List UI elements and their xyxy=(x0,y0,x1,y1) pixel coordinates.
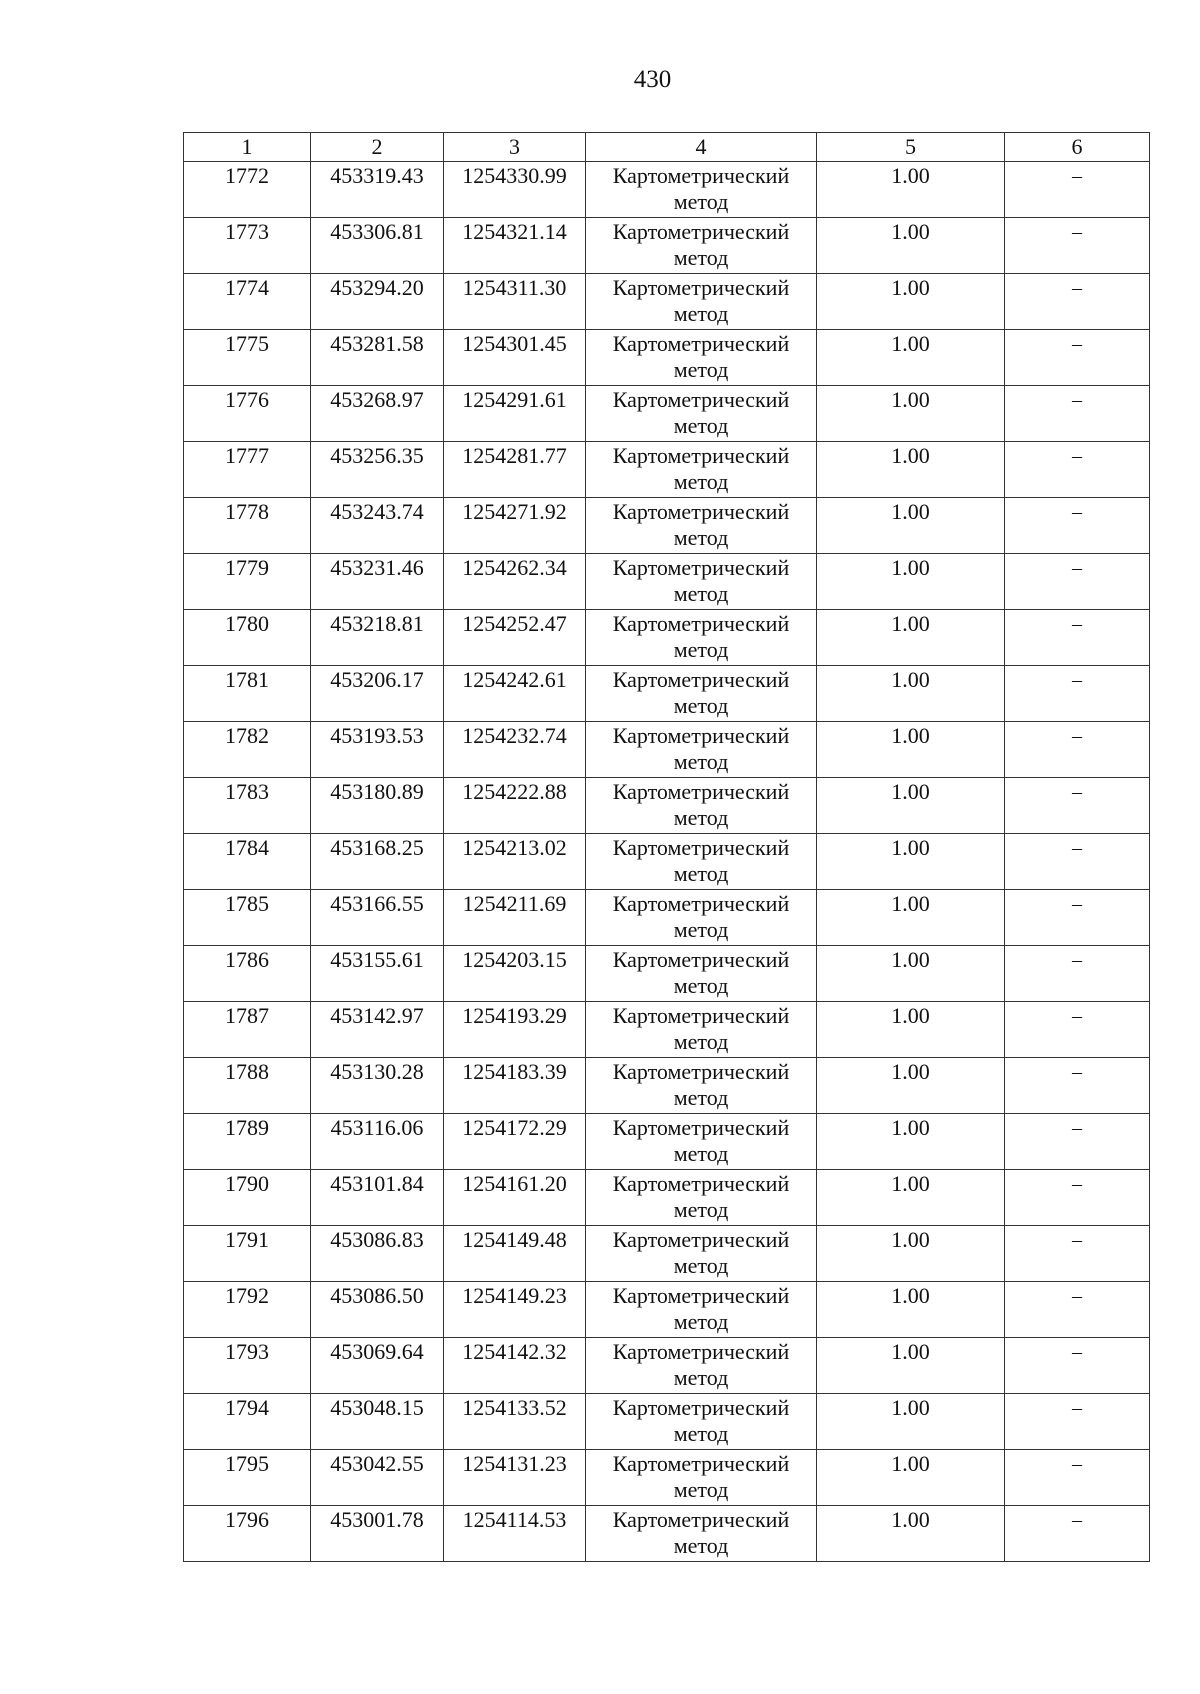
y-coordinate-cell: 1254131.23 xyxy=(444,1450,586,1506)
x-coordinate-cell: 453256.35 xyxy=(311,442,444,498)
method-line-2: метод xyxy=(673,189,729,214)
coordinates-table xyxy=(183,132,1150,1562)
accuracy-cell: 1.00 xyxy=(817,610,1005,666)
note-cell: – xyxy=(1005,554,1150,610)
table-row xyxy=(184,1506,1150,1562)
accuracy-cell: 1.00 xyxy=(817,554,1005,610)
y-coordinate-cell: 1254321.14 xyxy=(444,218,586,274)
accuracy-cell: 1.00 xyxy=(817,1282,1005,1338)
note-cell: – xyxy=(1005,386,1150,442)
point-number-cell: 1786 xyxy=(184,946,311,1002)
table-row xyxy=(184,554,1150,610)
note-cell: – xyxy=(1005,1282,1150,1338)
table-row xyxy=(184,274,1150,330)
method-line-1: Картометрический xyxy=(612,1059,790,1084)
method-line-2: метод xyxy=(673,301,729,326)
y-coordinate-cell: 1254193.29 xyxy=(444,1002,586,1058)
note-cell: – xyxy=(1005,274,1150,330)
x-coordinate-cell: 453155.61 xyxy=(311,946,444,1002)
point-number-cell: 1790 xyxy=(184,1170,311,1226)
method-line-2: метод xyxy=(673,1309,729,1334)
column-header-6: 6 xyxy=(1005,133,1150,162)
x-coordinate-cell: 453319.43 xyxy=(311,162,444,218)
method-line-2: метод xyxy=(673,357,729,382)
point-number-cell: 1774 xyxy=(184,274,311,330)
point-number-cell: 1783 xyxy=(184,778,311,834)
accuracy-cell: 1.00 xyxy=(817,1506,1005,1562)
x-coordinate-cell: 453168.25 xyxy=(311,834,444,890)
method-line-1: Картометрический xyxy=(612,1283,790,1308)
method-line-1: Картометрический xyxy=(612,331,790,356)
method-cell xyxy=(586,1282,817,1338)
y-coordinate-cell: 1254161.20 xyxy=(444,1170,586,1226)
point-number-cell: 1773 xyxy=(184,218,311,274)
accuracy-cell: 1.00 xyxy=(817,1170,1005,1226)
method-line-2: метод xyxy=(673,1029,729,1054)
method-line-2: метод xyxy=(673,413,729,438)
x-coordinate-cell: 453001.78 xyxy=(311,1506,444,1562)
method-line-2: метод xyxy=(673,805,729,830)
accuracy-cell: 1.00 xyxy=(817,834,1005,890)
table-row xyxy=(184,1114,1150,1170)
table-row xyxy=(184,162,1150,218)
x-coordinate-cell: 453166.55 xyxy=(311,890,444,946)
y-coordinate-cell: 1254232.74 xyxy=(444,722,586,778)
table-row xyxy=(184,722,1150,778)
table-row xyxy=(184,498,1150,554)
accuracy-cell: 1.00 xyxy=(817,1114,1005,1170)
x-coordinate-cell: 453281.58 xyxy=(311,330,444,386)
table-row xyxy=(184,1170,1150,1226)
accuracy-cell: 1.00 xyxy=(817,778,1005,834)
method-line-2: метод xyxy=(673,861,729,886)
column-header-5: 5 xyxy=(817,133,1005,162)
x-coordinate-cell: 453180.89 xyxy=(311,778,444,834)
method-line-2: метод xyxy=(673,973,729,998)
point-number-cell: 1776 xyxy=(184,386,311,442)
y-coordinate-cell: 1254262.34 xyxy=(444,554,586,610)
method-line-1: Картометрический xyxy=(612,891,790,916)
table-row xyxy=(184,1338,1150,1394)
method-line-2: метод xyxy=(673,917,729,942)
accuracy-cell: 1.00 xyxy=(817,1058,1005,1114)
table-row xyxy=(184,666,1150,722)
y-coordinate-cell: 1254242.61 xyxy=(444,666,586,722)
x-coordinate-cell: 453218.81 xyxy=(311,610,444,666)
method-line-2: метод xyxy=(673,1141,729,1166)
accuracy-cell: 1.00 xyxy=(817,1226,1005,1282)
method-line-2: метод xyxy=(673,581,729,606)
note-cell: – xyxy=(1005,1170,1150,1226)
point-number-cell: 1782 xyxy=(184,722,311,778)
method-cell xyxy=(586,1394,817,1450)
accuracy-cell: 1.00 xyxy=(817,442,1005,498)
y-coordinate-cell: 1254149.23 xyxy=(444,1282,586,1338)
method-line-2: метод xyxy=(673,1365,729,1390)
note-cell: – xyxy=(1005,218,1150,274)
method-cell xyxy=(586,1226,817,1282)
method-line-2: метод xyxy=(673,525,729,550)
table-row xyxy=(184,1002,1150,1058)
method-line-1: Картометрический xyxy=(612,275,790,300)
point-number-cell: 1784 xyxy=(184,834,311,890)
y-coordinate-cell: 1254172.29 xyxy=(444,1114,586,1170)
point-number-cell: 1788 xyxy=(184,1058,311,1114)
y-coordinate-cell: 1254291.61 xyxy=(444,386,586,442)
point-number-cell: 1794 xyxy=(184,1394,311,1450)
method-cell xyxy=(586,1170,817,1226)
method-cell xyxy=(586,386,817,442)
method-cell xyxy=(586,330,817,386)
table-row xyxy=(184,1058,1150,1114)
point-number-cell: 1778 xyxy=(184,498,311,554)
method-cell xyxy=(586,1114,817,1170)
table-header-row xyxy=(184,133,1150,162)
point-number-cell: 1775 xyxy=(184,330,311,386)
note-cell: – xyxy=(1005,1058,1150,1114)
point-number-cell: 1780 xyxy=(184,610,311,666)
y-coordinate-cell: 1254311.30 xyxy=(444,274,586,330)
table-row xyxy=(184,442,1150,498)
method-line-1: Картометрический xyxy=(612,1115,790,1140)
method-line-1: Картометрический xyxy=(612,723,790,748)
accuracy-cell: 1.00 xyxy=(817,162,1005,218)
method-line-2: метод xyxy=(673,1477,729,1502)
method-line-2: метод xyxy=(673,469,729,494)
table-row xyxy=(184,610,1150,666)
method-line-1: Картометрический xyxy=(612,387,790,412)
y-coordinate-cell: 1254142.32 xyxy=(444,1338,586,1394)
method-cell xyxy=(586,1338,817,1394)
column-header-1: 1 xyxy=(184,133,311,162)
y-coordinate-cell: 1254203.15 xyxy=(444,946,586,1002)
table-row xyxy=(184,1450,1150,1506)
method-line-1: Картометрический xyxy=(612,779,790,804)
method-cell xyxy=(586,1058,817,1114)
method-cell xyxy=(586,274,817,330)
method-line-2: метод xyxy=(673,693,729,718)
accuracy-cell: 1.00 xyxy=(817,498,1005,554)
point-number-cell: 1785 xyxy=(184,890,311,946)
table-row xyxy=(184,330,1150,386)
accuracy-cell: 1.00 xyxy=(817,946,1005,1002)
table-row xyxy=(184,1394,1150,1450)
method-line-2: метод xyxy=(673,1253,729,1278)
y-coordinate-cell: 1254211.69 xyxy=(444,890,586,946)
note-cell: – xyxy=(1005,498,1150,554)
y-coordinate-cell: 1254301.45 xyxy=(444,330,586,386)
method-line-1: Картометрический xyxy=(612,1395,790,1420)
note-cell: – xyxy=(1005,666,1150,722)
method-cell xyxy=(586,1506,817,1562)
note-cell: – xyxy=(1005,330,1150,386)
note-cell: – xyxy=(1005,1506,1150,1562)
accuracy-cell: 1.00 xyxy=(817,274,1005,330)
accuracy-cell: 1.00 xyxy=(817,1338,1005,1394)
method-cell xyxy=(586,442,817,498)
y-coordinate-cell: 1254271.92 xyxy=(444,498,586,554)
point-number-cell: 1779 xyxy=(184,554,311,610)
method-cell xyxy=(586,946,817,1002)
accuracy-cell: 1.00 xyxy=(817,218,1005,274)
note-cell: – xyxy=(1005,1450,1150,1506)
y-coordinate-cell: 1254252.47 xyxy=(444,610,586,666)
method-line-1: Картометрический xyxy=(612,555,790,580)
method-line-1: Картометрический xyxy=(612,1171,790,1196)
method-cell xyxy=(586,218,817,274)
x-coordinate-cell: 453193.53 xyxy=(311,722,444,778)
note-cell: – xyxy=(1005,1394,1150,1450)
note-cell: – xyxy=(1005,834,1150,890)
method-cell xyxy=(586,554,817,610)
method-line-2: метод xyxy=(673,1533,729,1558)
x-coordinate-cell: 453142.97 xyxy=(311,1002,444,1058)
point-number-cell: 1796 xyxy=(184,1506,311,1562)
method-line-1: Картометрический xyxy=(612,835,790,860)
note-cell: – xyxy=(1005,1338,1150,1394)
note-cell: – xyxy=(1005,1002,1150,1058)
table-row xyxy=(184,946,1150,1002)
method-line-2: метод xyxy=(673,637,729,662)
y-coordinate-cell: 1254213.02 xyxy=(444,834,586,890)
table-row xyxy=(184,218,1150,274)
table-row xyxy=(184,1282,1150,1338)
method-cell xyxy=(586,778,817,834)
note-cell: – xyxy=(1005,442,1150,498)
x-coordinate-cell: 453086.83 xyxy=(311,1226,444,1282)
x-coordinate-cell: 453116.06 xyxy=(311,1114,444,1170)
table-row xyxy=(184,1226,1150,1282)
method-line-1: Картометрический xyxy=(612,443,790,468)
accuracy-cell: 1.00 xyxy=(817,666,1005,722)
point-number-cell: 1792 xyxy=(184,1282,311,1338)
y-coordinate-cell: 1254149.48 xyxy=(444,1226,586,1282)
point-number-cell: 1781 xyxy=(184,666,311,722)
method-cell xyxy=(586,162,817,218)
y-coordinate-cell: 1254281.77 xyxy=(444,442,586,498)
note-cell: – xyxy=(1005,610,1150,666)
point-number-cell: 1795 xyxy=(184,1450,311,1506)
column-header-2: 2 xyxy=(311,133,444,162)
y-coordinate-cell: 1254114.53 xyxy=(444,1506,586,1562)
x-coordinate-cell: 453042.55 xyxy=(311,1450,444,1506)
x-coordinate-cell: 453206.17 xyxy=(311,666,444,722)
method-line-2: метод xyxy=(673,1421,729,1446)
method-line-1: Картометрический xyxy=(612,499,790,524)
method-cell xyxy=(586,1002,817,1058)
x-coordinate-cell: 453048.15 xyxy=(311,1394,444,1450)
table-row xyxy=(184,834,1150,890)
method-line-2: метод xyxy=(673,1197,729,1222)
method-cell xyxy=(586,722,817,778)
y-coordinate-cell: 1254330.99 xyxy=(444,162,586,218)
table-row xyxy=(184,778,1150,834)
method-line-1: Картометрический xyxy=(612,1507,790,1532)
point-number-cell: 1789 xyxy=(184,1114,311,1170)
method-line-1: Картометрический xyxy=(612,1339,790,1364)
note-cell: – xyxy=(1005,946,1150,1002)
point-number-cell: 1777 xyxy=(184,442,311,498)
point-number-cell: 1793 xyxy=(184,1338,311,1394)
method-line-1: Картометрический xyxy=(612,611,790,636)
note-cell: – xyxy=(1005,722,1150,778)
x-coordinate-cell: 453231.46 xyxy=(311,554,444,610)
y-coordinate-cell: 1254222.88 xyxy=(444,778,586,834)
method-cell xyxy=(586,834,817,890)
accuracy-cell: 1.00 xyxy=(817,386,1005,442)
accuracy-cell: 1.00 xyxy=(817,1450,1005,1506)
x-coordinate-cell: 453101.84 xyxy=(311,1170,444,1226)
accuracy-cell: 1.00 xyxy=(817,1002,1005,1058)
method-line-1: Картометрический xyxy=(612,947,790,972)
method-cell xyxy=(586,890,817,946)
table-row xyxy=(184,386,1150,442)
method-line-1: Картометрический xyxy=(612,163,790,188)
point-number-cell: 1772 xyxy=(184,162,311,218)
method-line-1: Картометрический xyxy=(612,219,790,244)
accuracy-cell: 1.00 xyxy=(817,1394,1005,1450)
page-number: 430 xyxy=(633,66,672,93)
column-header-4: 4 xyxy=(586,133,817,162)
method-cell xyxy=(586,1450,817,1506)
method-line-1: Картометрический xyxy=(612,667,790,692)
method-line-1: Картометрический xyxy=(612,1451,790,1476)
note-cell: – xyxy=(1005,890,1150,946)
method-cell xyxy=(586,610,817,666)
accuracy-cell: 1.00 xyxy=(817,722,1005,778)
column-header-3: 3 xyxy=(444,133,586,162)
table-body xyxy=(184,162,1150,1562)
x-coordinate-cell: 453086.50 xyxy=(311,1282,444,1338)
method-cell xyxy=(586,498,817,554)
x-coordinate-cell: 453294.20 xyxy=(311,274,444,330)
x-coordinate-cell: 453268.97 xyxy=(311,386,444,442)
x-coordinate-cell: 453069.64 xyxy=(311,1338,444,1394)
table-row xyxy=(184,890,1150,946)
accuracy-cell: 1.00 xyxy=(817,890,1005,946)
method-line-2: метод xyxy=(673,245,729,270)
method-line-2: метод xyxy=(673,1085,729,1110)
note-cell: – xyxy=(1005,1114,1150,1170)
method-cell xyxy=(586,666,817,722)
x-coordinate-cell: 453243.74 xyxy=(311,498,444,554)
note-cell: – xyxy=(1005,162,1150,218)
method-line-1: Картометрический xyxy=(612,1003,790,1028)
point-number-cell: 1791 xyxy=(184,1226,311,1282)
y-coordinate-cell: 1254133.52 xyxy=(444,1394,586,1450)
point-number-cell: 1787 xyxy=(184,1002,311,1058)
x-coordinate-cell: 453306.81 xyxy=(311,218,444,274)
method-line-1: Картометрический xyxy=(612,1227,790,1252)
x-coordinate-cell: 453130.28 xyxy=(311,1058,444,1114)
method-line-2: метод xyxy=(673,749,729,774)
note-cell: – xyxy=(1005,778,1150,834)
y-coordinate-cell: 1254183.39 xyxy=(444,1058,586,1114)
note-cell: – xyxy=(1005,1226,1150,1282)
accuracy-cell: 1.00 xyxy=(817,330,1005,386)
